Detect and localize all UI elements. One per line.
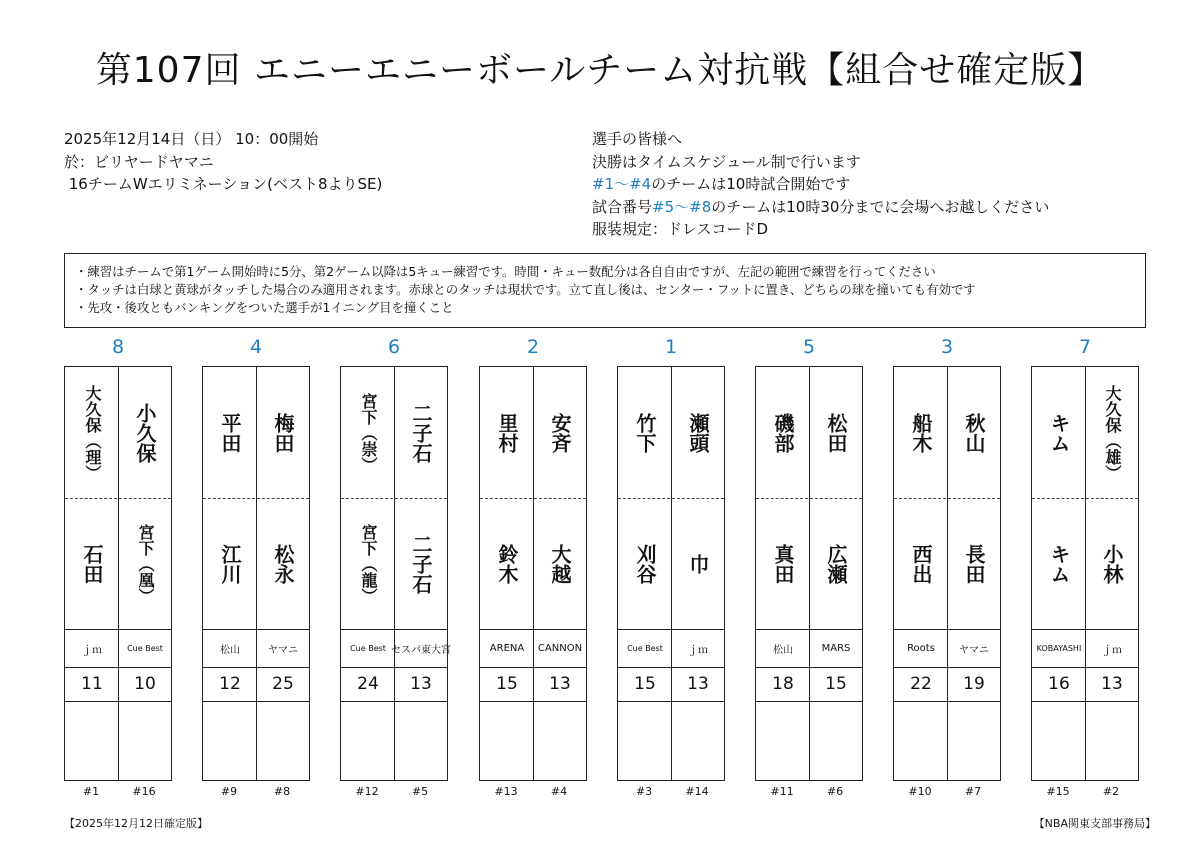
handicap-number: 24	[357, 674, 379, 694]
result-cell	[394, 701, 448, 781]
match-number: #7	[964, 785, 982, 798]
match-number: #5	[411, 785, 429, 798]
club-name: ヤマニ	[959, 644, 989, 656]
score-cell	[256, 667, 310, 701]
player-bottom-cell	[256, 498, 310, 629]
club-cell	[756, 629, 810, 667]
club-name: ｊｍ	[1102, 644, 1122, 656]
result-cell	[1032, 701, 1086, 781]
handicap-number: 18	[772, 674, 794, 694]
match-number: #14	[685, 785, 709, 798]
score-cell	[894, 667, 948, 701]
player-top-cell	[533, 367, 587, 498]
result-cell	[480, 701, 534, 781]
result-cell	[809, 701, 863, 781]
player-name: 大久保（理）	[83, 384, 102, 481]
club-name: KOBAYASHI	[1036, 643, 1082, 653]
player-name: 大越	[548, 543, 572, 584]
player-name: 松田	[824, 412, 848, 453]
player-name: 広瀬	[824, 543, 848, 584]
match-number: #13	[494, 785, 518, 798]
club-cell	[1032, 629, 1086, 667]
club-name: 松山	[220, 644, 240, 656]
player-name: 瀬頭	[686, 412, 710, 453]
score-cell	[1032, 667, 1086, 701]
player-name: 安斉	[548, 412, 572, 453]
score-cell	[394, 667, 448, 701]
club-name: CANNON	[537, 642, 583, 654]
player-name: 宮下（崇）	[359, 392, 378, 473]
score-cell	[65, 667, 119, 701]
handicap-number: 12	[219, 674, 241, 694]
club-name: ｊｍ	[82, 644, 102, 656]
player-bottom-cell	[341, 498, 395, 629]
club-cell	[480, 629, 534, 667]
player-name: 船木	[909, 412, 933, 453]
player-bottom-cell	[65, 498, 119, 629]
notice-heading: 選手の皆様へ	[592, 130, 683, 148]
club-cell	[341, 629, 395, 667]
result-cell	[65, 701, 119, 781]
result-cell	[671, 701, 725, 781]
player-top-cell	[756, 367, 810, 498]
club-name: Cue Best	[350, 643, 386, 653]
club-cell	[809, 629, 863, 667]
score-cell	[480, 667, 534, 701]
result-cell	[341, 701, 395, 781]
team-column	[64, 366, 172, 781]
team-column	[1031, 366, 1139, 781]
footer-confirmed-date: 【2025年12月12日確定版】	[64, 817, 208, 830]
player-name: 石田	[80, 543, 104, 584]
player-bottom-cell	[947, 498, 1001, 629]
result-cell	[533, 701, 587, 781]
player-name: 秋山	[962, 412, 986, 453]
match-number: #4	[550, 785, 568, 798]
score-cell	[341, 667, 395, 701]
notice-arrival-time	[592, 196, 1049, 219]
player-name: 宮下（凰）	[136, 523, 155, 604]
match-number: #10	[908, 785, 932, 798]
footer-office: 【NBA関東支部事務局】	[1033, 817, 1156, 830]
player-top-cell	[671, 367, 725, 498]
club-name: ARENA	[489, 642, 525, 654]
player-name: 長田	[962, 543, 986, 584]
club-cell	[618, 629, 672, 667]
club-cell	[65, 629, 119, 667]
player-bottom-cell	[894, 498, 948, 629]
team-seed: 4	[249, 336, 263, 358]
score-cell	[947, 667, 1001, 701]
player-bottom-cell	[809, 498, 863, 629]
player-top-cell	[480, 367, 534, 498]
player-top-cell	[894, 367, 948, 498]
player-bottom-cell	[118, 498, 172, 629]
notice-start-time	[592, 173, 1049, 196]
score-cell	[118, 667, 172, 701]
score-cell	[533, 667, 587, 701]
rule-touch: ・タッチは白球と黄球がタッチした場合のみ適用されます。赤球とのタッチは現状です。立て直し後は、センター・フットに置き、どちらの球を撞いても有効です	[75, 282, 976, 297]
match-number: #2	[1102, 785, 1120, 798]
player-name: 西出	[909, 543, 933, 584]
result-cell	[1085, 701, 1139, 781]
player-name: 里村	[495, 412, 519, 453]
player-name: 大久保（雄）	[1103, 384, 1122, 481]
match-number: #9	[220, 785, 238, 798]
player-name: 巾	[686, 553, 710, 574]
match-number: #16	[132, 785, 156, 798]
player-name: 小久保	[133, 402, 157, 463]
score-cell	[618, 667, 672, 701]
player-name: キム	[1047, 412, 1071, 453]
match-number: #15	[1046, 785, 1070, 798]
player-name: 宮下（龍）	[359, 523, 378, 604]
club-cell	[1085, 629, 1139, 667]
player-notice	[592, 128, 1049, 241]
player-top-cell	[394, 367, 448, 498]
player-top-cell	[1032, 367, 1086, 498]
match-number: #1	[82, 785, 100, 798]
rule-practice: ・練習はチームで第1ゲーム開始時に5分、第2ゲーム以降は5キュー練習です。時間・キュー数配分は各自自由ですが、左記の範囲で練習を行ってください	[75, 264, 936, 279]
handicap-number: 11	[81, 674, 103, 694]
player-name: 梅田	[271, 412, 295, 453]
player-name: 二子石	[409, 402, 433, 463]
player-name: 刈谷	[633, 543, 657, 584]
player-name: 磯部	[771, 412, 795, 453]
player-top-cell	[65, 367, 119, 498]
club-name: Roots	[907, 642, 935, 654]
club-cell	[118, 629, 172, 667]
club-cell	[533, 629, 587, 667]
handicap-number: 13	[410, 674, 432, 694]
result-cell	[756, 701, 810, 781]
handicap-number: 19	[963, 674, 985, 694]
result-cell	[947, 701, 1001, 781]
club-cell	[203, 629, 257, 667]
player-name: 鈴木	[495, 543, 519, 584]
score-cell	[1085, 667, 1139, 701]
notice-start-time-text: のチームは10時試合開始です	[651, 175, 851, 193]
player-bottom-cell	[480, 498, 534, 629]
rule-banking: ・先攻・後攻ともバンキングをついた選手が1イニング目を撞くこと	[75, 300, 454, 315]
player-top-cell	[618, 367, 672, 498]
handicap-number: 25	[272, 674, 294, 694]
result-cell	[894, 701, 948, 781]
match-number: #12	[355, 785, 379, 798]
handicap-number: 22	[910, 674, 932, 694]
handicap-number: 15	[634, 674, 656, 694]
match-number: #8	[273, 785, 291, 798]
result-cell	[618, 701, 672, 781]
handicap-number: 13	[1101, 674, 1123, 694]
player-bottom-cell	[533, 498, 587, 629]
notice-arrival-text: のチームは10時30分までに会場へお越しください	[711, 197, 1050, 216]
player-bottom-cell	[618, 498, 672, 629]
player-bottom-cell	[203, 498, 257, 629]
player-bottom-cell	[1085, 498, 1139, 629]
team-column	[340, 366, 451, 781]
player-top-cell	[809, 367, 863, 498]
match-number: #6	[826, 785, 844, 798]
handicap-number: 13	[687, 674, 709, 694]
match-number: #11	[770, 785, 794, 798]
player-name: 松永	[271, 543, 295, 584]
score-cell	[809, 667, 863, 701]
club-name: セスパ東大宮	[391, 644, 451, 656]
result-cell	[256, 701, 310, 781]
event-format: 16チームWエリミネーション(ベスト8よりSE)	[64, 175, 383, 193]
handicap-number: 13	[549, 674, 571, 694]
page-title: 第107回 エニーエニーボールチーム対抗戦【組合せ確定版】	[95, 50, 1105, 91]
result-cell	[118, 701, 172, 781]
team-seed: 3	[940, 336, 954, 358]
player-top-cell	[203, 367, 257, 498]
team-seed: 8	[111, 336, 125, 358]
player-top-cell	[947, 367, 1001, 498]
club-cell	[671, 629, 725, 667]
club-cell	[391, 629, 451, 667]
notice-arrival-pre: 試合番号	[592, 197, 653, 216]
rules-box	[64, 253, 1146, 328]
team-seed: 7	[1078, 336, 1092, 358]
player-name: 真田	[771, 543, 795, 584]
club-name: Cue Best	[627, 643, 663, 653]
player-name: 二子石	[409, 533, 433, 594]
notice-dress-code: 服装規定：ドレスコードD	[592, 220, 769, 238]
player-name: 竹下	[633, 412, 657, 453]
team-column	[202, 366, 310, 781]
club-name: MARS	[821, 642, 851, 654]
handicap-number: 10	[134, 674, 156, 694]
result-cell	[203, 701, 257, 781]
handicap-number: 15	[496, 674, 518, 694]
player-top-cell	[256, 367, 310, 498]
player-name: 江川	[218, 543, 242, 584]
team-seed: 2	[526, 336, 540, 358]
player-top-cell	[1085, 367, 1139, 498]
player-bottom-cell	[671, 498, 725, 629]
notice-highlight-range-2: #5～#8	[652, 197, 712, 216]
player-name: 平田	[218, 412, 242, 453]
team-column	[755, 366, 863, 781]
player-top-cell	[341, 367, 395, 498]
team-seed: 5	[802, 336, 816, 358]
event-date: 2025年12月14日（日） 10：00開始	[64, 130, 319, 148]
event-info	[64, 128, 382, 196]
club-name: 松山	[773, 644, 793, 656]
score-cell	[203, 667, 257, 701]
notice-final-schedule: 決勝はタイムスケジュール制で行います	[592, 152, 861, 171]
team-seed: 6	[387, 336, 401, 358]
player-bottom-cell	[394, 498, 448, 629]
club-name: ヤマニ	[268, 644, 298, 656]
team-seed: 1	[664, 336, 678, 358]
team-column	[617, 366, 725, 781]
match-number: #3	[635, 785, 653, 798]
notice-highlight-range-1: #1～#4	[592, 175, 652, 193]
score-cell	[756, 667, 810, 701]
handicap-number: 15	[825, 674, 847, 694]
handicap-number: 16	[1048, 674, 1070, 694]
score-cell	[671, 667, 725, 701]
player-top-cell	[118, 367, 172, 498]
player-bottom-cell	[1032, 498, 1086, 629]
event-venue: 於：ビリヤードヤマニ	[64, 152, 214, 171]
club-name: Cue Best	[127, 643, 163, 653]
club-cell	[947, 629, 1001, 667]
club-cell	[256, 629, 310, 667]
team-column	[479, 366, 587, 781]
player-name: 小林	[1100, 543, 1124, 584]
team-column	[893, 366, 1001, 781]
player-bottom-cell	[756, 498, 810, 629]
club-cell	[894, 629, 948, 667]
club-name: ｊｍ	[688, 644, 708, 656]
player-name: キム	[1047, 543, 1071, 584]
